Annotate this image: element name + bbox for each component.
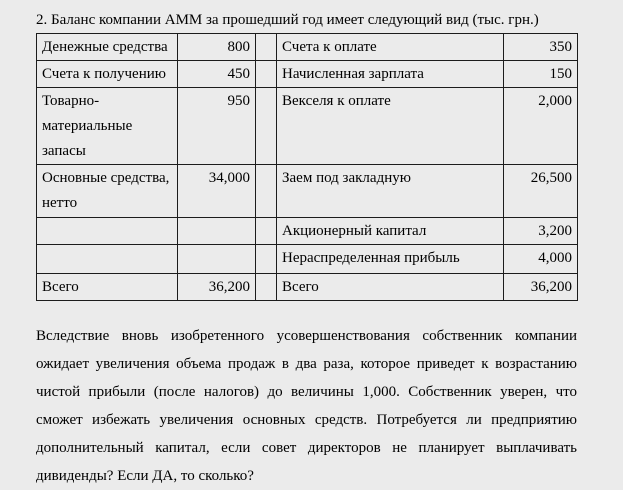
spacer-cell: [256, 274, 277, 301]
spacer-cell: [256, 165, 277, 218]
table-row: [37, 218, 578, 245]
asset-value-cell: 950: [178, 88, 256, 165]
asset-label-cell: Основные средства, нетто: [37, 165, 178, 218]
problem-title: 2. Баланс компании АММ за прошедший год имеет следующий вид (тыс. грн.): [36, 12, 539, 28]
asset-value-cell: 34,000: [178, 165, 256, 218]
asset-label-cell: Товарно-материальные запасы: [37, 88, 178, 165]
asset-value-cell: [178, 218, 256, 245]
liability-value-cell: 2,000: [504, 88, 578, 165]
table-row: [37, 61, 578, 88]
asset-total-label-cell: Всего: [37, 274, 178, 301]
liability-value-cell: 350: [504, 34, 578, 61]
asset-label-cell: Денежные средства: [37, 34, 178, 61]
table-row-total: [37, 274, 578, 301]
problem-text: Вследствие вновь изобретенного усовершенствования собственник компании ожидает увеличения объема продаж в два раза, которое приведет к возрастанию чистой прибыли (после налогов) до величины 1,000. Собственник уверен, что сможет избежать увеличения основных средств. Потребуется ли предприятию дополнительный капитал, если совет директоров не планирует выплачивать дивиденды? Если ДА, то сколько?: [36, 328, 577, 484]
asset-value-cell: 450: [178, 61, 256, 88]
asset-value-cell: 800: [178, 34, 256, 61]
table-row: [37, 165, 578, 218]
balance-table: [36, 33, 578, 301]
liability-value-cell: 150: [504, 61, 578, 88]
table-row: [37, 245, 578, 274]
asset-value-cell: [178, 245, 256, 274]
asset-label-cell: [37, 218, 178, 245]
liability-label-cell: Нераспределенная прибыль: [277, 245, 504, 274]
asset-label-cell: Счета к получению: [37, 61, 178, 88]
liability-label-cell: Акционерный капитал: [277, 218, 504, 245]
spacer-cell: [256, 61, 277, 88]
liability-total-label-cell: Всего: [277, 274, 504, 301]
asset-label-cell: [37, 245, 178, 274]
table-row: [37, 34, 578, 61]
liability-label-cell: Счета к оплате: [277, 34, 504, 61]
spacer-cell: [256, 245, 277, 274]
liability-value-cell: 26,500: [504, 165, 578, 218]
liability-label-cell: Заем под закладную: [277, 165, 504, 218]
liability-value-cell: 4,000: [504, 245, 578, 274]
asset-total-value-cell: 36,200: [178, 274, 256, 301]
spacer-cell: [256, 88, 277, 165]
table-row: [37, 88, 578, 165]
liability-label-cell: Векселя к оплате: [277, 88, 504, 165]
liability-total-value-cell: 36,200: [504, 274, 578, 301]
liability-value-cell: 3,200: [504, 218, 578, 245]
spacer-cell: [256, 34, 277, 61]
liability-label-cell: Начисленная зарплата: [277, 61, 504, 88]
spacer-cell: [256, 218, 277, 245]
